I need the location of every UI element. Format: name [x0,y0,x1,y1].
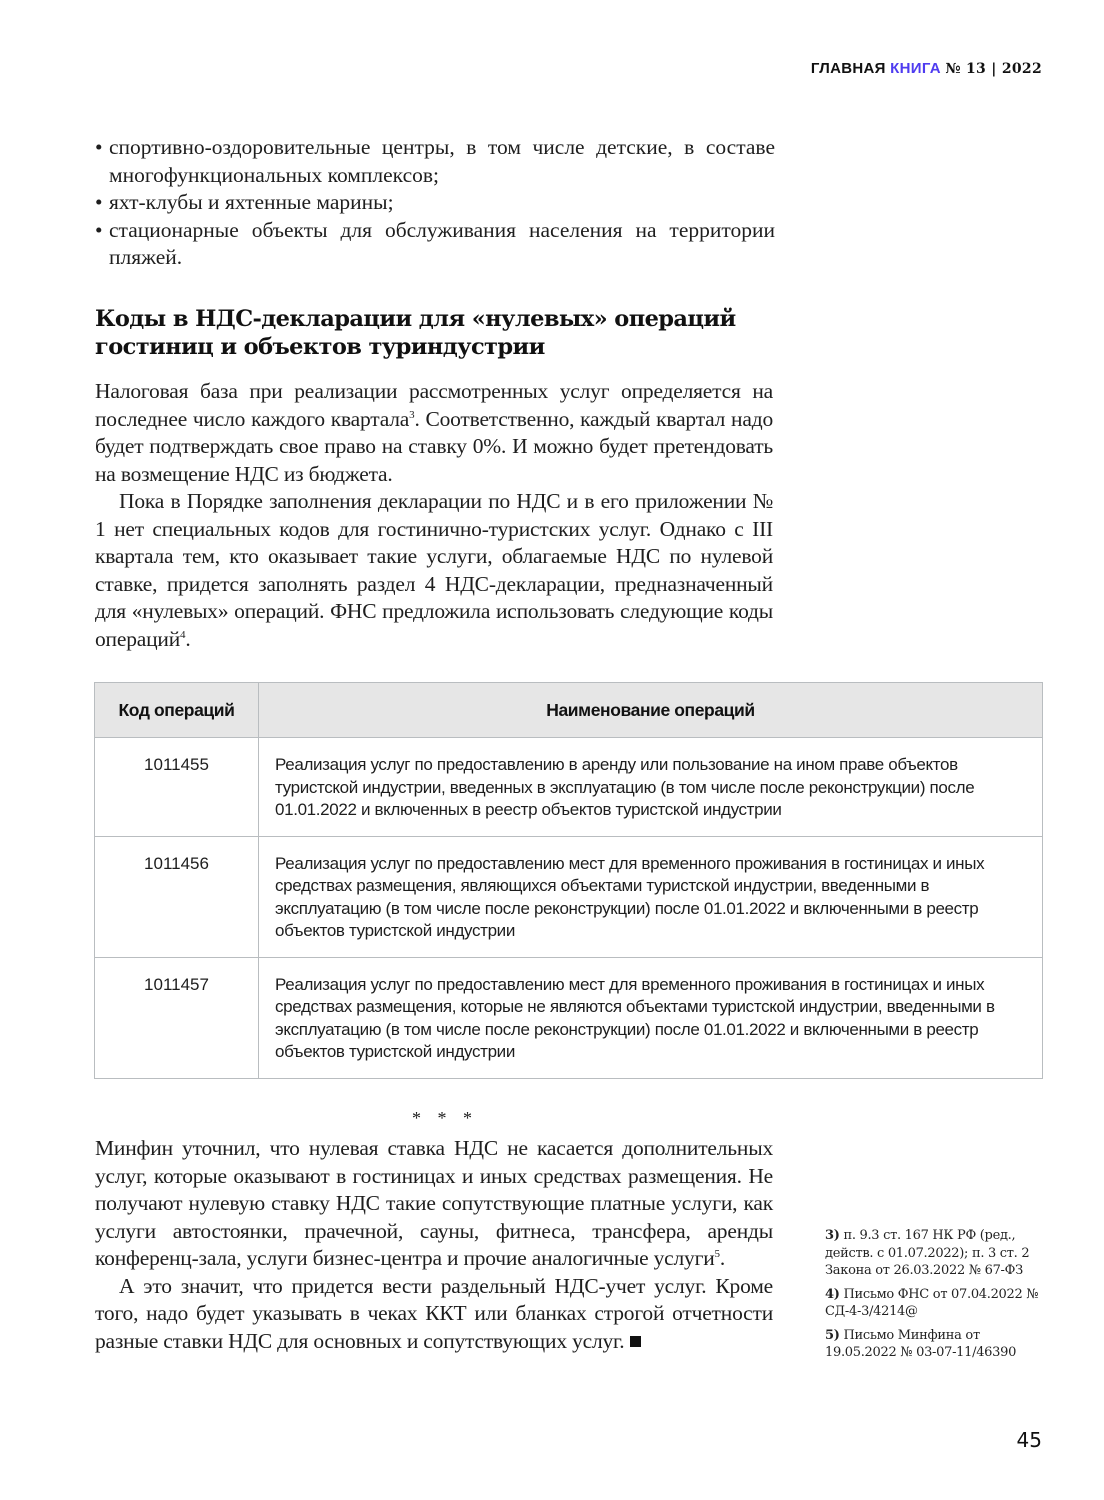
operation-name: Реализация услуг по предоставлению мест для временного проживания в гостиницах и иных средствах размещения, которые не являются объектами туристской индустрии, введенными в эксплуатацию (в том числе после реконструкции) после 01.01.2022 и включенными в реестр объектов туристской индустрии [259,957,1043,1078]
paragraph-text: Пока в Порядке заполнения декларации по НДС и в его приложении № 1 нет специальных кодов для гостинично-туристских услуг. Однако с III квартала тем, кто оказывает такие услуги, облагаемые НДС по нулевой ставке, придется заполнять раздел 4 НДС-декларации, предназначенный для «нулевых» операций. ФНС предложила использовать следующие коды операций [95,489,773,651]
section-separator: * * * [412,1108,478,1128]
footnote-ref[interactable]: 5 [714,1247,720,1260]
table-header-row [95,683,1043,738]
footnote-ref[interactable]: 4 [180,628,186,641]
paragraph-text: Налоговая база при реализации рассмотренных услуг определяется на последнее число каждого квартала [95,379,773,431]
paragraph [95,1273,773,1356]
footnote [825,1327,1045,1362]
section-title: Коды в НДС-декларации для «нулевых» операций гостиниц и объектов туриндустрии [95,306,736,360]
footnote-ref[interactable]: 3 [409,408,415,421]
section-body [95,378,773,653]
page-number: 45 [1016,1428,1042,1452]
paragraph [95,488,773,653]
column-header-name: Наименование операций [259,683,1043,738]
bullet-list [95,134,775,272]
paragraph-text: . [719,1246,725,1270]
operation-code: 1011457 [95,957,259,1078]
footnote-number: 5) [825,1327,840,1343]
paragraph-text: . Соответственно, каждый квартал надо будет подтверждать свое право на ставку 0%. И можно будет претендовать на возмещение НДС из бюджета. [95,406,773,486]
table-row [95,957,1043,1078]
running-head [811,60,1042,77]
table-row [95,836,1043,957]
paragraph [95,1135,773,1273]
issue-number: № 13 | 2022 [945,61,1042,77]
operation-codes-table [94,682,1043,1079]
operation-code: 1011456 [95,836,259,957]
footnote-number: 4) [825,1286,840,1302]
footnote [825,1227,1045,1280]
closing-body [95,1135,773,1355]
column-header-code: Код операций [95,683,259,738]
footnote-text: Письмо ФНС от 07.04.2022 № СД-4-3/4214@ [825,1286,1039,1319]
operation-code: 1011455 [95,738,259,837]
footnote [825,1286,1045,1321]
paragraph [95,378,773,488]
footnote-text: Письмо Минфина от 19.05.2022 № 03-07-11/46390 [825,1327,1017,1360]
footnote-number: 3) [825,1228,840,1243]
paragraph-text: А это значит, что придется вести раздельный НДС-учет услуг. Кроме того, надо будет указывать в чеках ККТ или бланках строгой отчетности разные ставки НДС для основных и сопутствующих услуг. [95,1273,773,1353]
footnote-text: п. 9.3 ст. 167 НК РФ (ред., действ. с 01.07.2022); п. 3 ст. 2 Закона от 26.03.2022 № 67-ФЗ [825,1228,1030,1278]
paragraph-text: . [185,626,191,651]
bullet-item: • спортивно-оздоровительные центры, в том числе детские, в составе многофункциональных комплексов; [95,134,775,189]
footnotes [825,1227,1045,1368]
magazine-name-part2: КНИГА [890,60,941,77]
table-row [95,738,1043,837]
paragraph-text: Минфин уточнил, что нулевая ставка НДС не касается дополнительных услуг, которые оказывают в гостиницах и иных средствах размещения. Не получают нулевую ставку НДС такие сопутствующие платные услуги, как услуги автостоянки, прачечной, сауны, фитнеса, трансфера, аренды конференц-зала, услуги бизнес-центра и прочие аналогичные услуги [95,1136,773,1270]
bullet-item: • стационарные объекты для обслуживания населения на территории пляжей. [95,217,775,272]
operation-name: Реализация услуг по предоставлению в аренду или пользование на ином праве объектов туристской индустрии, введенных в эксплуатацию (в том числе после реконструкции) после 01.01.2022 и включенных в реестр объектов туристской индустрии [259,738,1043,837]
end-of-article-icon [630,1336,641,1347]
magazine-name-part1: ГЛАВНАЯ [810,60,886,77]
operation-name: Реализация услуг по предоставлению мест для временного проживания в гостиницах и иных средствах размещения, являющихся объектами туристской индустрии, введенными в эксплуатацию (в том числе после реконструкции) после 01.01.2022 и включенными в реестр объектов туристской индустрии [259,836,1043,957]
bullet-item: • яхт-клубы и яхтенные марины; [95,189,775,217]
